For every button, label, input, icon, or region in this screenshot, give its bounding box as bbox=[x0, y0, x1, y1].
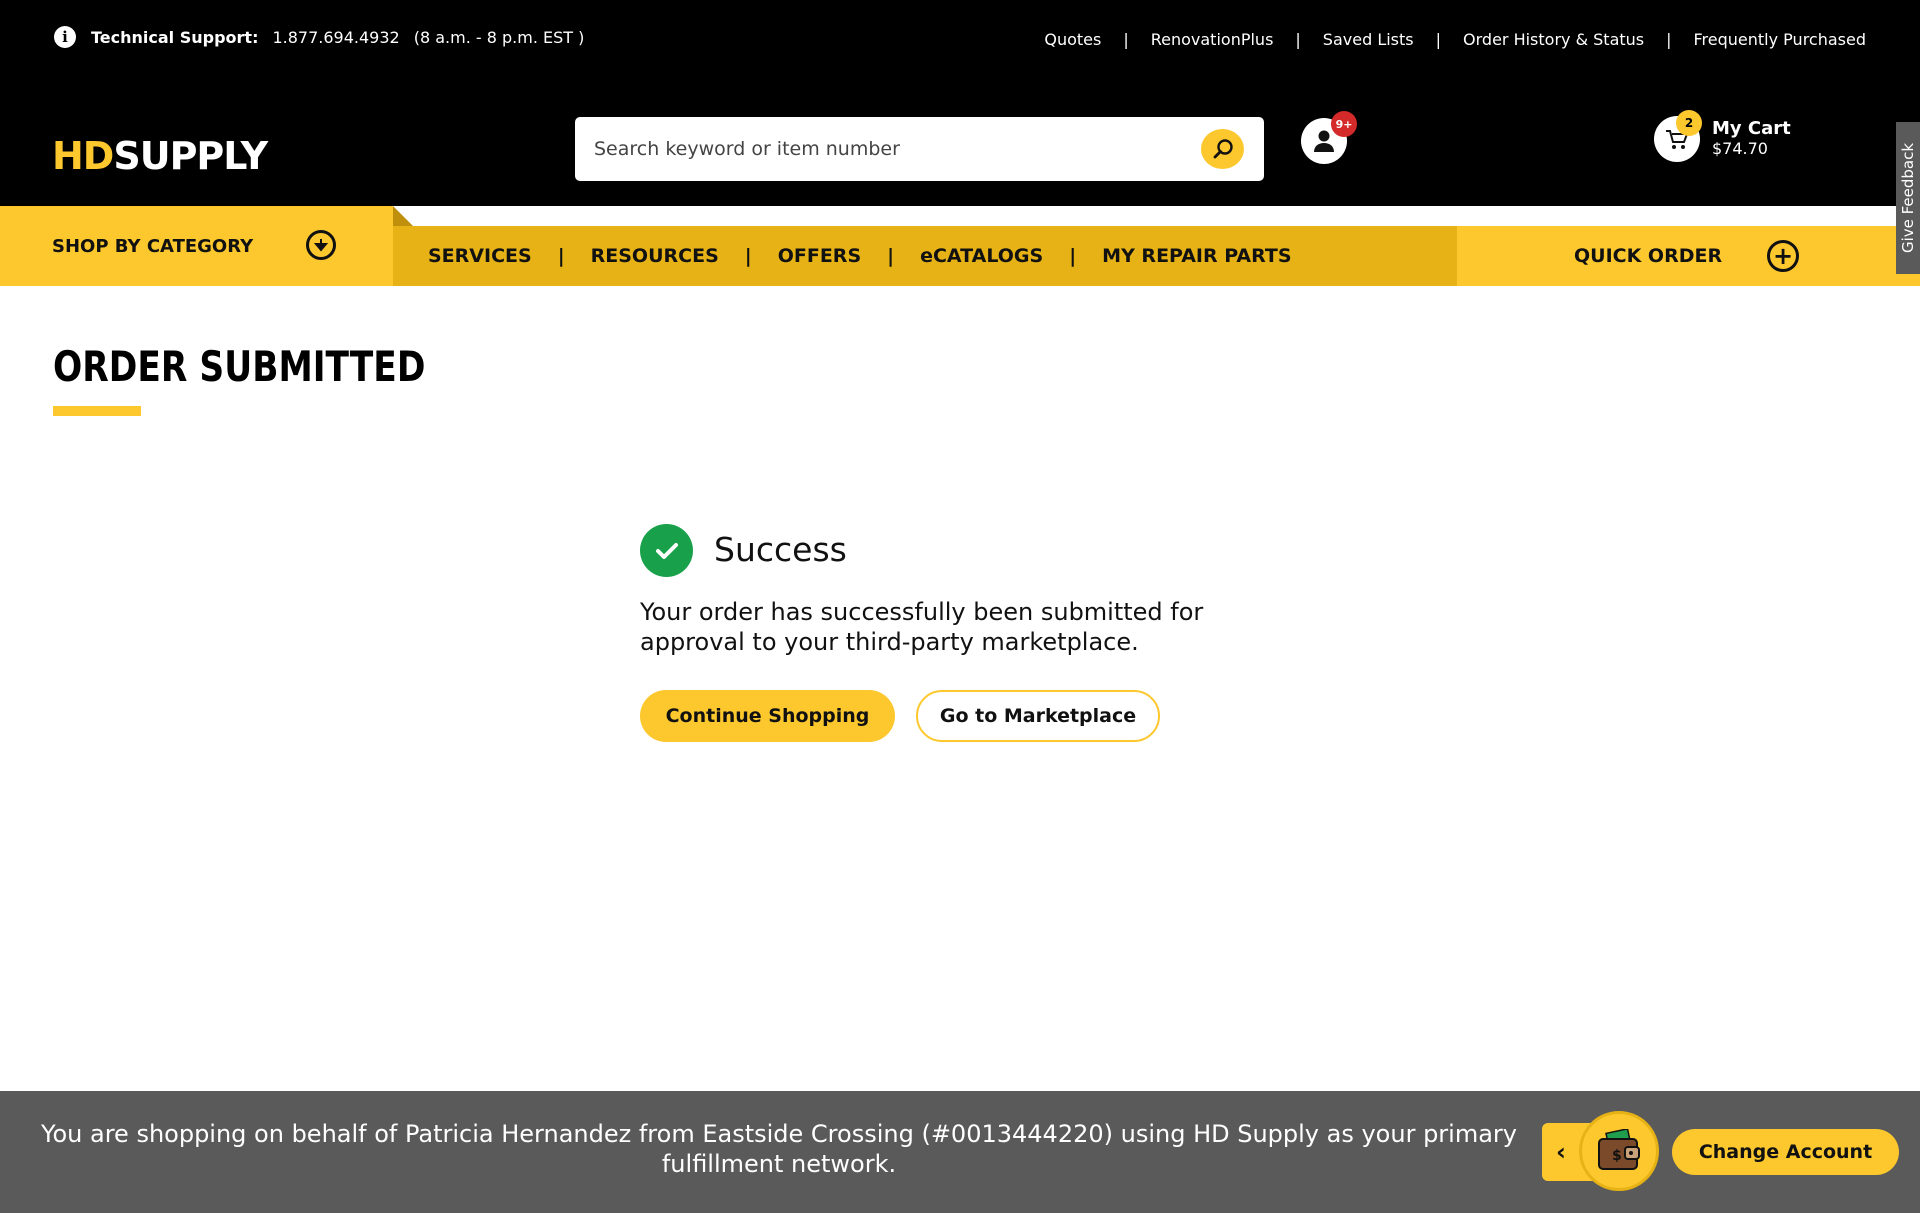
title-underline bbox=[53, 406, 141, 416]
nav-services[interactable]: SERVICES bbox=[428, 245, 532, 267]
check-circle-icon bbox=[640, 524, 693, 577]
shop-by-category-label: SHOP BY CATEGORY bbox=[52, 235, 254, 257]
shop-by-category-button[interactable] bbox=[0, 206, 393, 286]
separator: | bbox=[1435, 30, 1442, 49]
separator: | bbox=[1295, 30, 1301, 49]
nav-notch bbox=[393, 206, 413, 226]
separator: | bbox=[557, 245, 565, 267]
search-icon bbox=[1211, 137, 1235, 161]
arrow-down-circle-icon bbox=[306, 230, 336, 260]
svg-text:$: $ bbox=[1612, 1148, 1622, 1164]
logo-supply: SUPPLY bbox=[113, 134, 268, 178]
change-account-button[interactable]: Change Account bbox=[1672, 1129, 1899, 1175]
support-hours: (8 a.m. - 8 p.m. EST ) bbox=[413, 27, 585, 47]
success-status: Success bbox=[714, 530, 847, 569]
logo-hd: HD bbox=[52, 134, 114, 178]
utility-links bbox=[1044, 30, 1866, 49]
go-to-marketplace-button[interactable]: Go to Marketplace bbox=[916, 690, 1160, 742]
chevron-left-icon: ‹ bbox=[1556, 1138, 1566, 1166]
cart-title: My Cart bbox=[1712, 118, 1791, 139]
nav-my-repair-parts[interactable]: MY REPAIR PARTS bbox=[1102, 245, 1292, 267]
give-feedback-label: Give Feedback bbox=[1899, 142, 1918, 254]
success-message: Your order has successfully been submitted for approval to your third-party marketplace. bbox=[640, 598, 1204, 656]
nav-ecatalogs[interactable]: eCATALOGS bbox=[920, 245, 1044, 267]
search-button[interactable] bbox=[1201, 129, 1244, 169]
separator: | bbox=[887, 245, 895, 267]
main-nav bbox=[0, 206, 1920, 286]
my-cart[interactable] bbox=[1712, 118, 1791, 158]
search-input[interactable] bbox=[592, 137, 1172, 161]
plus-circle-icon: + bbox=[1767, 240, 1799, 272]
hd-supply-logo[interactable] bbox=[52, 134, 267, 178]
order-history-link[interactable]: Order History & Status bbox=[1463, 30, 1645, 49]
support-label: Technical Support: bbox=[91, 27, 259, 47]
separator: | bbox=[1666, 30, 1672, 49]
continue-shopping-button[interactable]: Continue Shopping bbox=[640, 690, 895, 742]
give-feedback-tab[interactable] bbox=[1896, 122, 1920, 274]
account-banner bbox=[0, 1091, 1920, 1213]
nav-offers[interactable]: OFFERS bbox=[777, 245, 862, 267]
header bbox=[0, 0, 1920, 206]
separator: | bbox=[1069, 245, 1077, 267]
quick-order-label: QUICK ORDER bbox=[1574, 245, 1723, 267]
quotes-link[interactable]: Quotes bbox=[1044, 30, 1102, 49]
nav-links bbox=[393, 226, 1457, 286]
frequently-purchased-link[interactable]: Frequently Purchased bbox=[1693, 30, 1866, 49]
quick-order-button[interactable] bbox=[1457, 226, 1920, 286]
search-box bbox=[575, 117, 1264, 181]
saved-lists-link[interactable]: Saved Lists bbox=[1322, 30, 1414, 49]
technical-support bbox=[54, 26, 584, 48]
nav-resources[interactable]: RESOURCES bbox=[590, 245, 719, 267]
shopping-on-behalf-text: You are shopping on behalf of Patricia Hernandez from Eastside Crossing (#0013444220) using HD Supply as your primary fulfillment network. bbox=[41, 1120, 1517, 1178]
support-phone[interactable]: 1.877.694.4932 bbox=[272, 27, 400, 47]
page-title: ORDER SUBMITTED bbox=[53, 342, 426, 391]
separator: | bbox=[1123, 30, 1129, 49]
wallet-icon bbox=[1579, 1111, 1659, 1191]
renovationplus-link[interactable]: RenovationPlus bbox=[1150, 30, 1274, 49]
notification-badge: 9+ bbox=[1331, 111, 1357, 137]
cart-count-badge: 2 bbox=[1676, 110, 1702, 136]
info-icon: i bbox=[54, 26, 76, 48]
cart-total: $74.70 bbox=[1712, 139, 1768, 158]
separator: | bbox=[744, 245, 752, 267]
